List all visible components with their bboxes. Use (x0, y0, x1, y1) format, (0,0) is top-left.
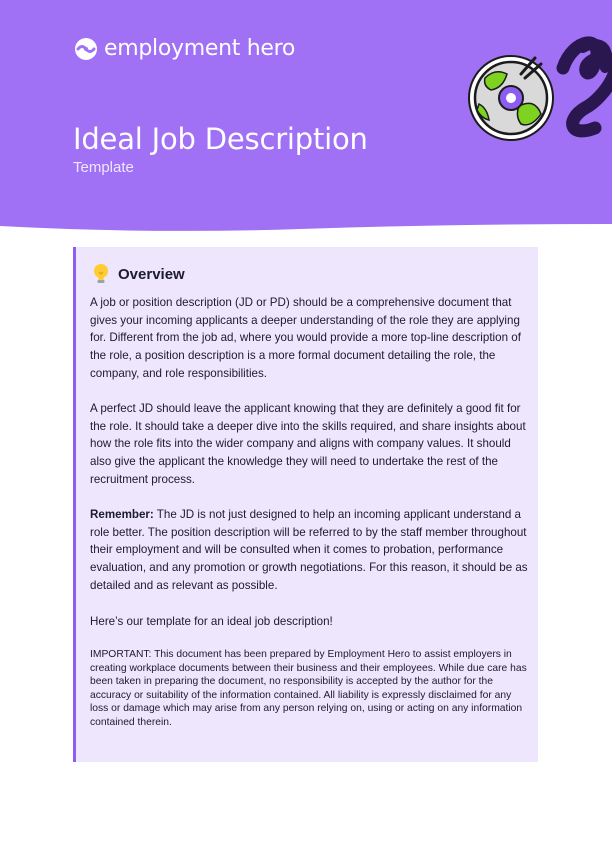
lightbulb-icon (92, 263, 110, 285)
employment-hero-logo-icon (74, 37, 98, 61)
remember-label: Remember: (90, 508, 154, 521)
disclaimer-text: IMPORTANT: This document has been prepared by Employment Hero to assist employers in creating workplace documents between their business and their employees. While due care has been taken in preparing the document, no responsibility is accepted by the author for the accuracy or suitability of the information contained. All liability is expressly disclaimed for any loss or damage which may arise from any person relying on, using or acting on any information contained therein. (90, 649, 527, 728)
overview-header (92, 263, 185, 285)
header-wave-edge (0, 220, 612, 231)
overview-heading: Overview (118, 265, 185, 283)
overview-paragraph-2: A perfect JD should leave the applicant knowing that they are definitely a good fit for the role. It should take a deeper dive into the skills required, and share insights about how the role fits into the wider company and aligns with company values. It should also give the applicant the knowledge they will need to undertake the rest of the recruitment process. (90, 402, 526, 486)
brand-logo[interactable] (74, 36, 295, 61)
page-subtitle: Template (73, 159, 134, 176)
overview-panel (73, 247, 538, 762)
globe-badge-illustration-icon (455, 28, 612, 153)
brand-name: employment hero (104, 36, 296, 61)
remember-text: The JD is not just designed to help an incoming applicant understand a role better. The position description will be referred to by the staff member throughout their employment and will be consulted when it comes to probation, performance evaluation, and any promotion or growth negotiations. For this reason, it should be as detailed and as relevant as possible. (90, 508, 528, 592)
page-title: Ideal Job Description (73, 122, 368, 156)
overview-paragraph-1: A job or position description (JD or PD) should be a comprehensive document that gives your incoming applicants a deeper understanding of the role they are applying for. Different from the job ad, where you would provide a more top-line description of the role, a position description is a more formal document detailing the role, the company, and role responsibilities. (90, 296, 521, 380)
overview-paragraph-3 (90, 506, 530, 595)
overview-paragraph-4: Here’s our template for an ideal job description! (90, 615, 333, 628)
header-banner (0, 0, 612, 231)
